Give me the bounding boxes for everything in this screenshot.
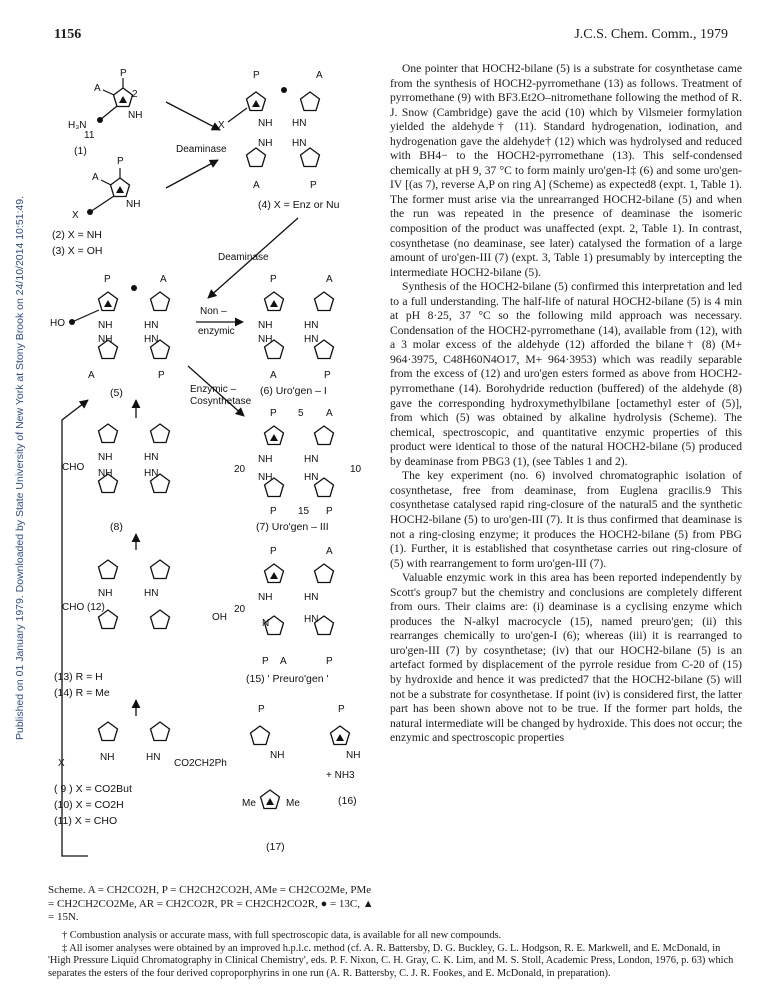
label-hn6: HN [304, 320, 319, 331]
label-p4: P [253, 70, 260, 81]
label-compound-6: (6) Uro'gen – I [260, 385, 327, 397]
label-compound-15: (15) ' Preuro'gen ' [246, 673, 329, 685]
label-h3n: H₃N [68, 120, 87, 131]
label-hn7b: HN [304, 472, 319, 483]
label-a6b: A [270, 370, 277, 381]
label-p7b: P [270, 506, 277, 517]
label-me17b: Me [286, 798, 300, 809]
paragraph: Valuable enzymic work in this area has been reported independently by Scott's group7 but the chemistry and conclusions are completely different from ours. Their claims are: (i) deaminase is a cyclising enzyme which produces the N-alkyl macrocycle (15), named preuro'gen; (ii) this rearranges chemically to uro'gen-I (6); whereas (iii) it is rearranged to uro'gen-III (7) by cosynthetase; (iv) that our HOCH2-bilane (5) is an artefact formed by displacement of the pyrrole residue from C-20 of (15) by hydroxide and hence it was predicted7 that the HOCH2-bilane (5) will not be a substrate for cosynthetase. If point (iv) is considered first, the latter part has been shown above not to be true. If the former part holds, the natural intermediate will be changed by hydroxide. This does not occur; the enzymic and spectroscopic properties [390, 571, 742, 745]
label-a5b: A [88, 370, 95, 381]
label-num-20b: 20 [234, 604, 246, 615]
label-hn4: HN [292, 118, 307, 129]
label-p15c: P [326, 656, 333, 667]
reaction-scheme [48, 60, 378, 880]
label-hn5: HN [144, 320, 159, 331]
compound-4 [218, 70, 340, 211]
label-non-enzymic-1: Non – [200, 306, 227, 317]
label-cosynthetase-1: Enzymic – [190, 384, 237, 395]
footnote: ‡ All isomer analyses were obtained by an improved h.p.l.c. method (cf. A. R. Battersby, D. G. Buckley, G. L. Hodgson, R. E. Markwell, and E. McDonald, in 'High Pressure Liquid Chromatography in Clinical Chemistry', eds. P. F. Nixon, C. H. Gray, C. K. Lim, and M. S. Stoll, Academic Press, London, 1976, p. 63) which separates the esters of the four derived coproporphyrins in one run (A. R. Battersby, C. J. R. Fookes, and E. McDonald, in preparation). [48, 942, 734, 979]
label-nh7: NH [258, 454, 273, 465]
label-hn5b: HN [144, 334, 159, 345]
compound-2-3 [52, 156, 140, 257]
label-nh4: NH [258, 118, 273, 129]
label-nh3: + NH3 [326, 770, 355, 781]
page-number: 1156 [54, 27, 82, 42]
label-nh8b: NH [98, 468, 113, 479]
label-p15b: P [262, 656, 269, 667]
label-nh: NH [128, 110, 143, 121]
running-head: J.C.S. Chem. Comm., 1979 [574, 27, 728, 42]
label-num-5: 5 [298, 408, 304, 419]
label-compound-17: (17) [266, 841, 285, 853]
label-p6: P [270, 274, 277, 285]
label-a: A [94, 83, 101, 94]
scheme-caption: Scheme. A = CH2CO2H, P = CH2CH2CO2H, AMe = CH2CO2Me, PMe = CH2CH2CO2Me, AR = CH2CO2R, PR = CH2CH2CO2R, ● = 13C, ▲ = 15N. [48, 884, 374, 923]
label-hn15: HN [304, 592, 319, 603]
label-nh12: NH [98, 588, 113, 599]
label-nh7b: NH [258, 472, 273, 483]
label-p16: P [258, 704, 265, 715]
label-p4b: P [310, 180, 317, 191]
label-p16b: P [338, 704, 345, 715]
label-ho: HO [50, 318, 65, 329]
label-compound-14: (14) R = Me [54, 687, 110, 699]
label-nh8: NH [98, 452, 113, 463]
label-p5: P [104, 274, 111, 285]
label-a4: A [316, 70, 323, 81]
label-compound-9: ( 9 ) X = CO2But [54, 783, 132, 795]
label-p2: P [117, 156, 124, 167]
footnote: † Combustion analysis or accurate mass, with full spectroscopic data, is available for all new compounds. [62, 930, 502, 941]
compound-5 [50, 274, 170, 399]
label-a6: A [326, 274, 333, 285]
compound-9-10-11 [54, 722, 227, 827]
label-nh9: NH [100, 752, 115, 763]
label-p6b: P [324, 370, 331, 381]
label-compound-10: (10) X = CO2H [54, 799, 124, 811]
label-deaminase-1: Deaminase [176, 144, 227, 155]
label-cho8: CHO [62, 462, 85, 473]
paragraph: Synthesis of the HOCH2-bilane (5) confirmed this interpretation and led to a full understanding. The half-life of natural HOCH2-bilane (5) is 4 min at pH 8·25, 37 °C so the following mild approach was necessary. Condensation of the HOCH2-pyrromethane (14), available from (12), with a 3 molar excess of the aldehyde (12) afforded the bilane† (8) (M+ 964·3975, C48H60N4O17, M+ 964·3953) which was readily separable from the excess of (12) and uro'gen esters formed as above from HOCH2-pyrromethane (14). Borohydride reduction (buffered) of the aldehyde (8) gave the corresponding hydroxymethylbilane [octamethyl ester of (5)], from which (5) was obtained by alkaline hydrolysis (Scheme). The chemical, spectroscopic, and quantitative enzymic properties of this product were identical to those of the natural HOCH2-bilane (5) produced by deaminase from PBG3 (1), (see Tables 1 and 2). [390, 280, 742, 468]
label-nh6b: NH [258, 334, 273, 345]
label-compound-7: (7) Uro'gen – III [256, 521, 329, 533]
label-me17: Me [242, 798, 256, 809]
label-hn8: HN [144, 452, 159, 463]
label-non-enzymic-2: enzymic [198, 326, 235, 337]
label-compound-1: (1) [74, 145, 87, 157]
download-watermark: Published on 01 January 1979. Downloaded by State University of New York at Stony Brook on 24/10/2014 10:51:49. [14, 195, 26, 741]
label-p: P [120, 68, 127, 79]
label-a15: A [326, 546, 333, 557]
label-a4b: A [253, 180, 260, 191]
label-a7: A [326, 408, 333, 419]
label-compound-13: (13) R = H [54, 671, 103, 683]
compound-8 [62, 424, 170, 533]
label-nh5b: NH [98, 334, 113, 345]
compound-7-urogen-3 [234, 408, 362, 533]
label-p5b: P [158, 370, 165, 381]
label-p7c: P [326, 506, 333, 517]
label-num-20: 20 [234, 464, 246, 475]
label-p15: P [270, 546, 277, 557]
label-hn4b: HN [292, 138, 307, 149]
label-a15b: A [280, 656, 287, 667]
label-oh: OH [212, 612, 227, 623]
compound-1-pbg [68, 68, 142, 157]
label-hn12: HN [144, 588, 159, 599]
label-nh15: NH [258, 592, 273, 603]
compound-12-13-14 [54, 560, 227, 699]
compound-16-17 [242, 704, 360, 853]
label-n15: N [262, 618, 270, 629]
label-num-15: 15 [298, 506, 310, 517]
label-compound-2: (2) X = NH [52, 229, 102, 241]
paragraph: One pointer that HOCH2-bilane (5) is a substrate for cosynthetase came from the synthesis of HOCH2-pyrromethane (13) as follows. Treatment of pyrromethane (9) with BF3.Et2O–nitromethane following the method of R. J. Snow (Cambridge) gave the acid (10) which by Vilsmeier formylation yielded the aldehyde† (11). Standard hydrogenation, iodination, and hydrogenation gave the aldehyde† (12) which was hydrolysed and reduced with BH4− to the HOCH2-pyrromethane (13). This self-condensed chemically at pH 9, 37 °C to form mainly uro'gen-I‡ (6) and some uro'gen-IV [(as 7), reverse A,P on ring A] (Scheme) as expected8 (expt. 1, Table 1). The former must arise via the unrearranged HOCH2-bilane (5) and when the run was repeated in the presence of deaminase the isomeric composition of the product was unaffected (expt. 2, Table 1). In contrast, cosynthetase (no deaminase, see later) catalysed the formation of a large amount of uro'gen-III (7) (expt. 3, Table 1) presumably by intercepting the intermediate HOCH2-bilane (5). [390, 62, 742, 279]
label-x4: X [218, 120, 225, 131]
label-x2: X [72, 210, 79, 221]
footnotes [48, 930, 742, 980]
label-co2ch2ph: CO2CH2Ph [174, 758, 227, 769]
scheme-drawing [48, 60, 378, 880]
label-hn7: HN [304, 454, 319, 465]
label-deaminase-2: Deaminase [218, 252, 269, 263]
label-a5: A [160, 274, 167, 285]
label-nh5: NH [98, 320, 113, 331]
label-x9: X [58, 758, 65, 769]
paragraph: The key experiment (no. 6) involved chromatographic isolation of cosynthetase, free from deaminase, from Euglena gracilis.9 This cosynthetase catalysed rapid ring-closure of the natural5 and the synthetic HOCH2-bilane (5) to uro'gen-III (7). It is thus confirmed that deaminase is not a ring-closing enzyme; it produces the HOCH2-bilane (5) from PBG (1). Further, it is established that cosynthetase carries out ring-closure of (5) with rearrangement to form uro'gen-III (7). [390, 469, 742, 570]
label-nh4b: NH [258, 138, 273, 149]
label-num-10: 10 [350, 464, 362, 475]
compound-15-preurogen [234, 546, 334, 685]
label-hn6b: HN [304, 334, 319, 345]
label-p7: P [270, 408, 277, 419]
label-compound-11: (11) X = CHO [54, 815, 118, 827]
label-a2: A [92, 172, 99, 183]
label-nh6: NH [258, 320, 273, 331]
label-compound-16: (16) [338, 795, 357, 807]
label-num-11: 11 [84, 130, 95, 141]
label-nh16b: NH [346, 750, 361, 761]
label-cosynthetase-2: Cosynthetase [190, 396, 252, 407]
label-hn9: HN [146, 752, 161, 763]
label-num-2: 2 [132, 89, 138, 100]
label-hn15b: HN [304, 614, 319, 625]
label-compound-8: (8) [110, 521, 123, 533]
label-hn8b: HN [144, 468, 159, 479]
label-compound-4: (4) X = Enz or Nu [258, 199, 340, 211]
label-compound-3: (3) X = OH [52, 245, 103, 257]
label-nh16: NH [270, 750, 285, 761]
label-compound-5: (5) [110, 387, 123, 399]
body-text [390, 62, 742, 746]
compound-6-urogen-1 [258, 274, 334, 397]
label-nh2: NH [126, 199, 141, 210]
label-compound-12: CHO (12) [62, 602, 105, 613]
